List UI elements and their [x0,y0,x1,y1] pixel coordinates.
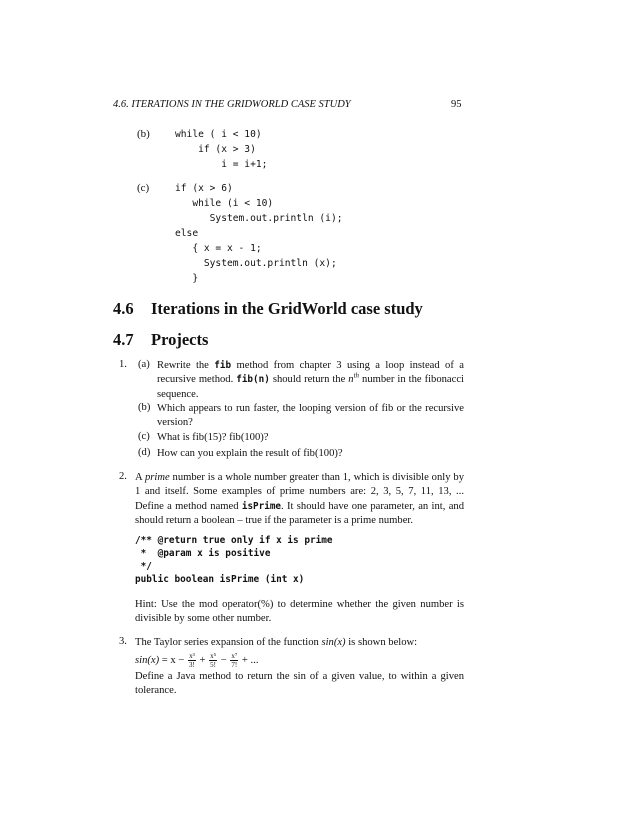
section-number: 4.7 [113,330,134,349]
project-1c-label: (c) [138,431,150,442]
section-title: Iterations in the GridWorld case study [151,299,423,318]
fraction-2: $\frac{\text{x⁵}}{5!}$ [210,652,217,670]
project-3-description: Define a Java method to return the sin of a given value, to within a given tolerance. [135,671,464,697]
exercise-b-code: while ( i < 10) if (x > 3) i = i+1; [175,129,268,170]
section-heading-4-6 [113,299,423,319]
project-3-number: 3. [119,636,127,647]
project-2-text: A prime number is a whole number greater than 1, which is divisible only by 1 and itself. Some examples of prime numbers are: 2, 3, 5, 7, 11, 13, ... Define a method named isPrime. It should have one parameter, an int, and should return a boolean – true if the parameter is a prime number. [135,472,464,526]
project-1d-label: (d) [138,447,151,458]
project-2-hint: Hint: Use the mod operator(%) to determine whether the given number is divisible by some other number. [135,599,464,625]
isprime-code: isPrime [241,500,282,512]
fraction-3: $\frac{\text{x⁷}}{7!}$ [231,652,238,670]
project-2-number: 2. [119,471,127,482]
project-1-number: 1. [119,359,127,370]
section-title: Projects [151,330,209,349]
page-number: 95 [451,99,462,110]
project-3-text: The Taylor series expansion of the function sin(x) is shown below: [135,637,418,648]
project-1a-label: (a) [138,359,150,370]
exercise-b-label: (b) [137,128,150,140]
fraction-1: $\frac{\text{x³}}{3!}$ [188,652,195,670]
project-2-code-block: /** @return true only if x is prime * @param x is positive */ public boolean isPrime (int x) [135,535,333,585]
project-1b-text: Which appears to run faster, the looping version of fib or the recursive version? [157,403,464,429]
section-heading-4-7 [113,330,208,350]
running-head: 4.6. ITERATIONS IN THE GRIDWORLD CASE STUDY [113,99,351,110]
fib-code: fib [214,360,232,371]
section-number: 4.6 [113,299,134,318]
project-1c-text: What is fib(15)? fib(100)? [157,432,269,443]
project-1b-label: (b) [138,402,151,413]
exercise-c-label: (c) [137,182,150,194]
fib-n-code: fib(n) [236,374,270,386]
exercise-c-code: if (x > 6) while (i < 10) System.out.println (i); else { x = x - 1; System.out.println (x); } [175,183,343,284]
taylor-formula: sin(x) = x − $\frac{\text{x³}}{3!}$ + $\frac{\text{x⁵}}{5!}$ − $\frac{\text{x⁷}}{7!}$ + ... [135,652,259,670]
project-1a-text: Rewrite the fib method from chapter 3 using a loop instead of a recursive method. fib(n) should return the $n^{th}$ number in the fibonacci sequence. [157,360,464,400]
project-1d-text: How can you explain the result of fib(100)? [157,448,343,459]
